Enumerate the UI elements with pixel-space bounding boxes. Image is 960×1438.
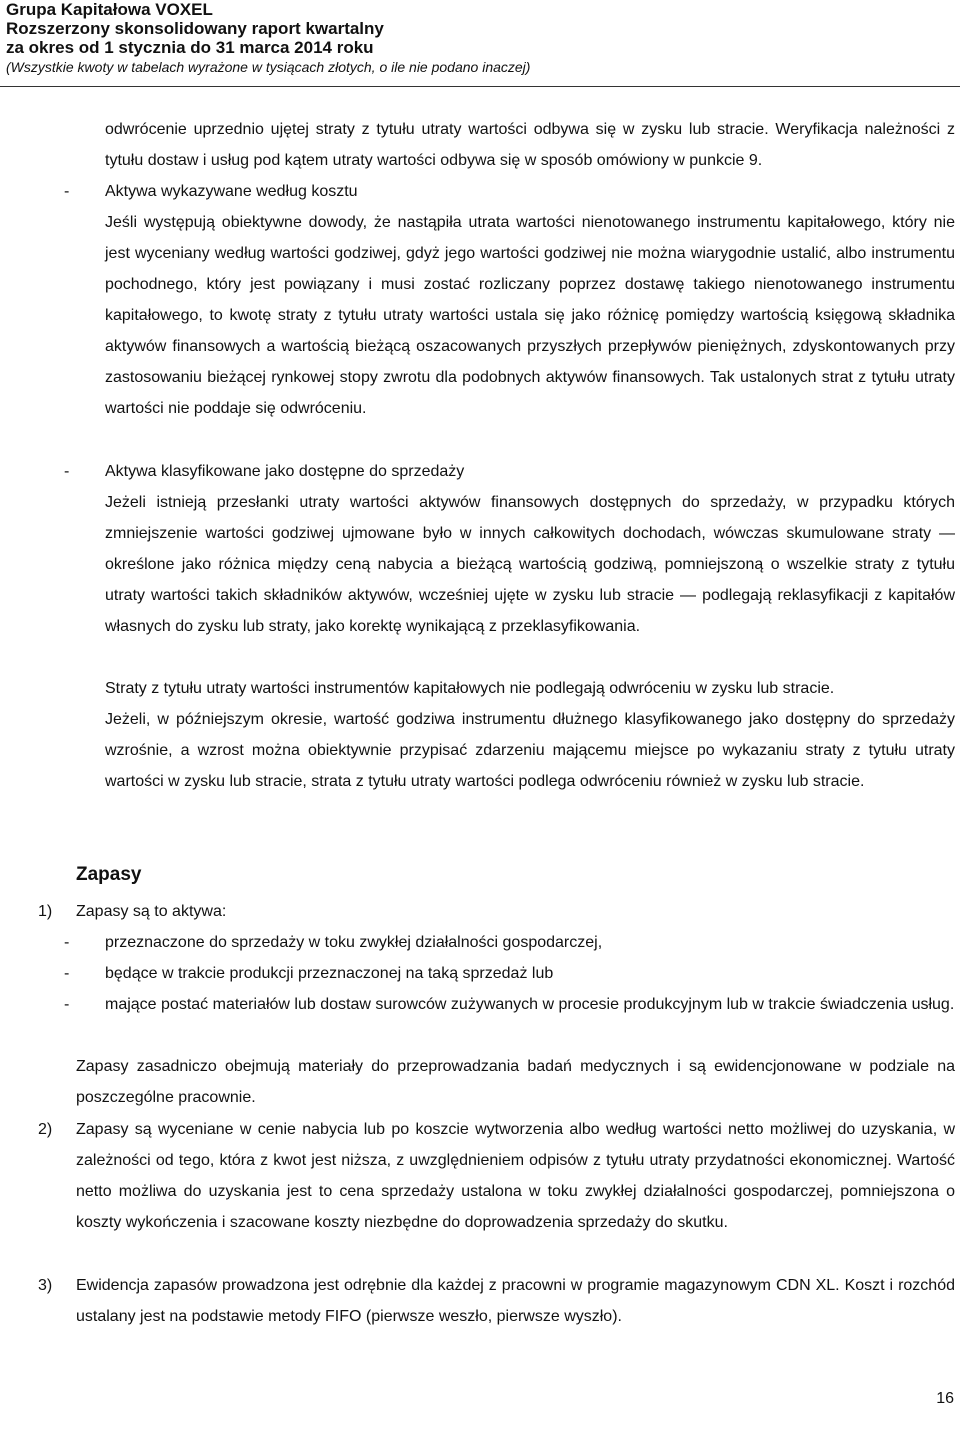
list-dash: -: [64, 996, 70, 1013]
afs-assets-text-3: Jeżeli, w późniejszym okresie, wartość godziwa instrumentu dłużnego klasyfikowanego jako dostępny do sprzedaży wzrośnie, a wzrost można obiektywnie przypisać zdarzeniu mającemu miejsce po wykazaniu straty z tytułu utraty wartości w zysku lub stracie, strata z tytułu utraty wartości podlega odwróceniu również w zysku lub stracie.: [105, 711, 955, 790]
list-number: 2): [38, 1121, 53, 1138]
page-number: 16: [936, 1390, 954, 1407]
inventory-item-1-b: będące w trakcie produkcji przeznaczonej na taką sprzedaż lub: [105, 965, 554, 982]
cost-assets-title: Aktywa wykazywane według kosztu: [105, 183, 358, 200]
inventory-item-1-note: Zapasy zasadniczo obejmują materiały do przeprowadzania badań medycznych i są ewidencjonowane w podziale na poszczególne pracownie.: [76, 1058, 955, 1106]
company-name: Grupa Kapitałowa VOXEL: [6, 0, 213, 19]
inventory-item-1-c: mające postać materiałów lub dostaw surowców zużywanych w procesie produkcyjnym lub w trakcie świadczenia usług.: [105, 996, 955, 1013]
section-heading-inventory: Zapasy: [76, 864, 142, 885]
list-dash: -: [64, 934, 70, 951]
inventory-item-2: Zapasy są wyceniane w cenie nabycia lub po koszcie wytworzenia albo według wartości netto możliwej do uzyskania, w zależności od tego, która z kwot jest niższa, z uwzględnieniem odpisów z tytułu utraty przydatności ekonomicznej. Wartość netto możliwa do uzyskania jest to cena sprzedaży ustalona w toku zwykłej działalności gospodarczej, pomniejszona o koszty wykończenia i szacowane koszty niezbędne do doprowadzenia sprzedaży do skutku.: [76, 1121, 955, 1231]
continuation-paragraph: odwrócenie uprzednio ujętej straty z tytułu utraty wartości odbywa się w zysku lub stracie. Weryfikacja należności z tytułu dostaw i usług pod kątem utraty wartości odbywa się w sposób omówiony w punkcie 9.: [105, 121, 955, 169]
afs-assets-text-1: Jeżeli istnieją przesłanki utraty wartości aktywów finansowych dostępnych do sprzedaży, w przypadku których zmniejszenie wartości godziwej ujmowane było w innych całkowitych dochodach, wówczas skumulowane straty — określone jako różnica między ceną nabycia a bieżącą wartością godziwą, pomniejszoną o wszelkie straty z tytułu utraty wartości takich składników aktywów, wcześniej ujęte w zysku lub stracie — podlegają reklasyfikacji z kapitałów własnych do zysku lub straty, jako korektę wynikającą z przeklasyfikowania.: [105, 494, 955, 635]
list-dash: -: [64, 965, 70, 982]
list-number: 1): [38, 903, 53, 920]
amounts-note: (Wszystkie kwoty w tabelach wyrażone w tysiącach złotych, o ile nie podano inaczej): [6, 59, 531, 75]
inventory-item-1-a: przeznaczone do sprzedaży w toku zwykłej działalności gospodarczej,: [105, 934, 603, 951]
inventory-item-3: Ewidencja zapasów prowadzona jest odrębnie dla każdej z pracowni w programie magazynowym CDN XL. Koszt i rozchód ustalany jest na podstawie metody FIFO (pierwsze weszło, pierwsze wyszło).: [76, 1277, 955, 1325]
afs-assets-title: Aktywa klasyfikowane jako dostępne do sprzedaży: [105, 463, 465, 480]
cost-assets-text: Jeśli występują obiektywne dowody, że nastąpiła utrata wartości nienotowanego instrumentu kapitałowego, który nie jest wyceniany według wartości godziwej, gdyż jego wartości godziwej nie można wiarygodnie ustalić, albo instrumentu pochodnego, który jest powiązany i musi zostać rozliczany poprzez dostawę takiego nienotowanego instrumentu kapitałowego, to kwotę straty z tytułu utraty wartości ustala się jako różnicę pomiędzy wartością księgową składnika aktywów finansowych a wartością bieżącą oszacowanych przyszłych przepływów pieniężnych, zdyskontowanych przy zastosowaniu bieżącej rynkowej stopy zwrotu dla podobnych aktywów finansowych. Tak ustalonych strat z tytułu utraty wartości nie poddaje się odwróceniu.: [105, 214, 955, 417]
afs-assets-text-2: Straty z tytułu utraty wartości instrumentów kapitałowych nie podlegają odwróceniu w zysku lub stracie.: [105, 680, 835, 697]
header-divider: [0, 86, 960, 87]
list-number: 3): [38, 1277, 53, 1294]
list-dash: -: [64, 463, 70, 480]
report-period: za okres od 1 stycznia do 31 marca 2014 roku: [6, 38, 374, 57]
list-dash: -: [64, 183, 70, 200]
inventory-item-1-intro: Zapasy są to aktywa:: [76, 903, 227, 920]
report-title: Rozszerzony skonsolidowany raport kwartalny: [6, 19, 384, 38]
report-header: [6, 0, 530, 77]
